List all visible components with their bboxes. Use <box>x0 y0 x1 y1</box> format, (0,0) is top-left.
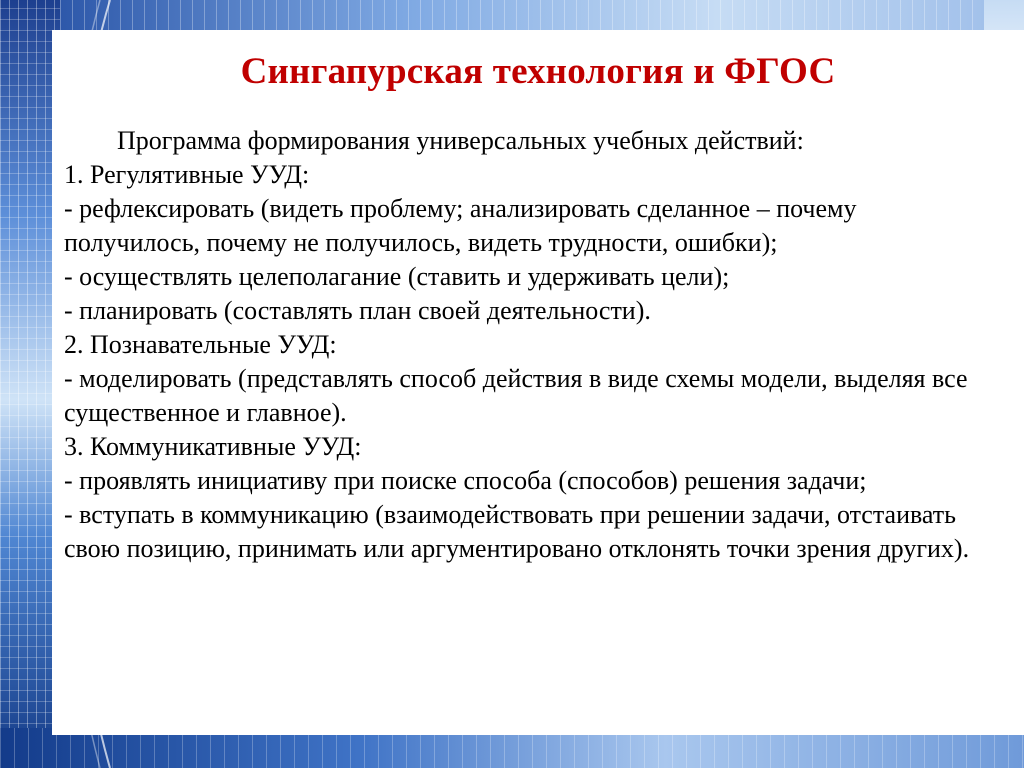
body-line-heading-communicative: 3. Коммуникативные УУД: <box>64 432 362 461</box>
slide-body <box>64 124 984 566</box>
body-line-goal-setting: - осуществлять целеполагание (ставить и удерживать цели); <box>64 262 730 291</box>
body-line-reflect: - рефлексировать (видеть проблему; анализировать сделанное – почему получилось, почему не получилось, видеть трудности, ошибки); <box>64 194 857 257</box>
body-line-heading-regulative: 1. Регулятивные УУД: <box>64 160 310 189</box>
body-line-initiative: - проявлять инициативу при поиске способа (способов) решения задачи; <box>64 466 867 495</box>
body-line-intro: Программа формирования универсальных учебных действий: <box>117 126 804 155</box>
body-line-heading-cognitive: 2. Познавательные УУД: <box>64 330 337 359</box>
background-top-band <box>0 0 1024 32</box>
body-line-modeling: - моделировать (представлять способ действия в виде схемы модели, выделяя все существенное и главное). <box>64 364 968 427</box>
body-line-planning: - планировать (составлять план своей деятельности). <box>64 296 651 325</box>
slide-title: Сингапурская технология и ФГОС <box>240 51 836 92</box>
body-line-communication: - вступать в коммуникацию (взаимодействовать при решении задачи, отстаивать свою позицию, принимать или аргументировано отклонять точки зрения других). <box>64 500 970 563</box>
